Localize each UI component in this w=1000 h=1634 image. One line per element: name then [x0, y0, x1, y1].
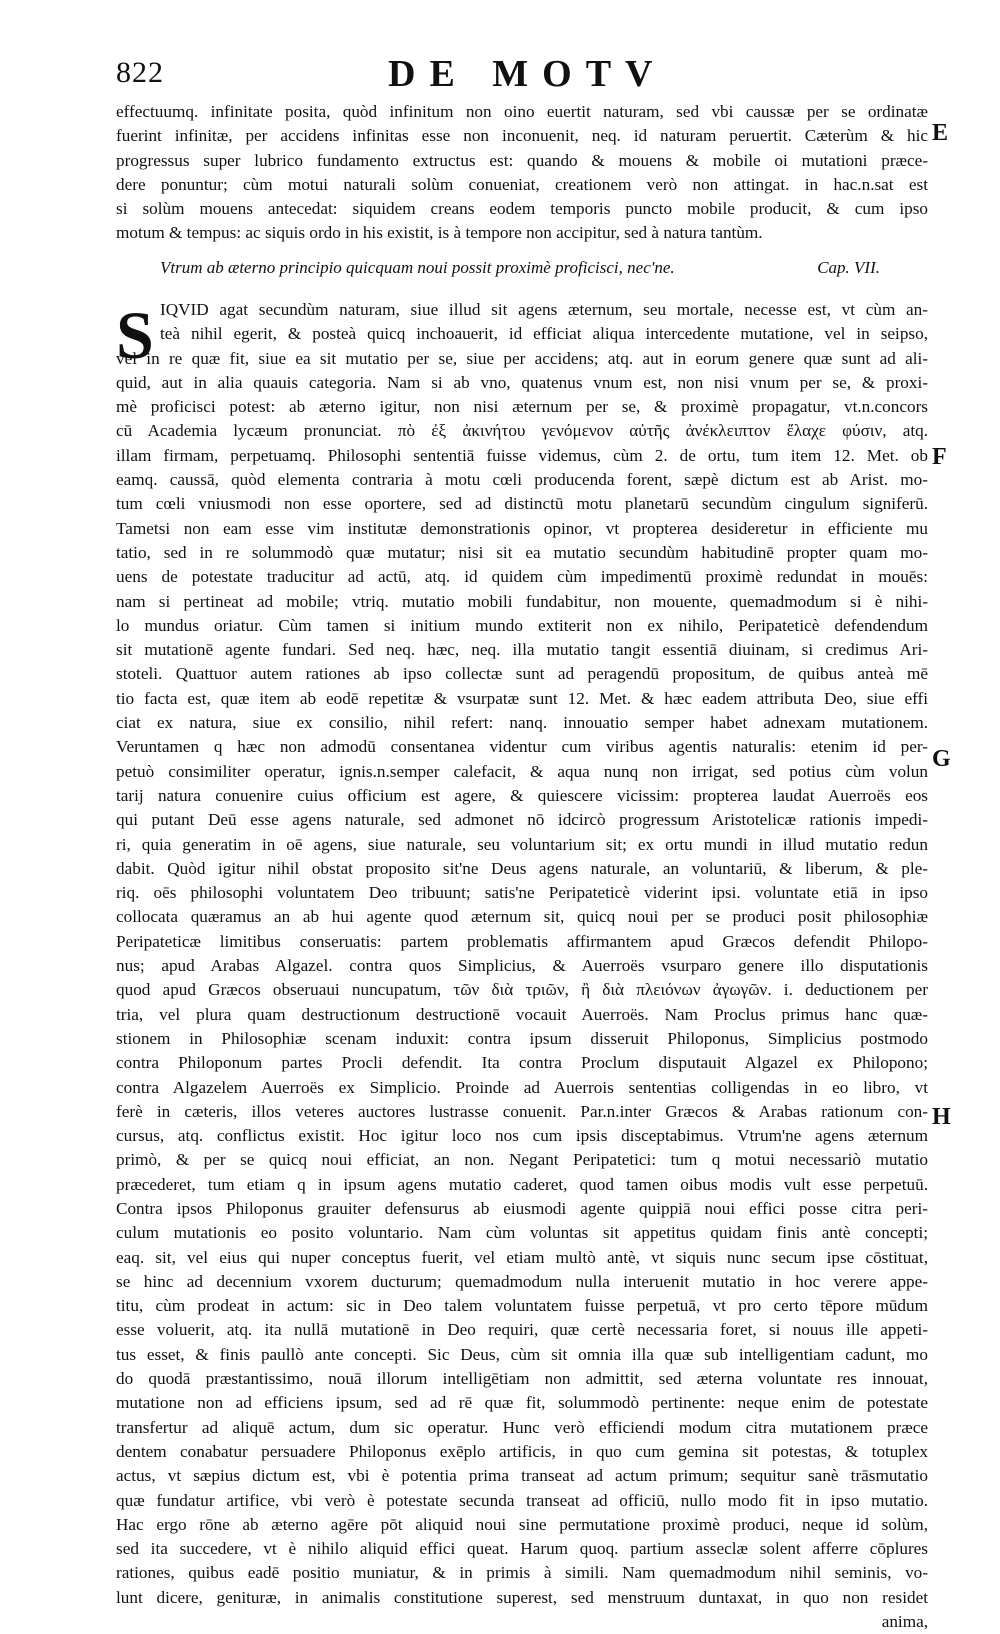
- text-line: tum cœli vniusmodi non esse oportere, sed ad distinctū motu planetarū secundùm cingulum signiferū.: [116, 494, 928, 514]
- chapter-number: Cap. VII.: [817, 258, 880, 277]
- text-line: dabit. Quòd igitur nihil obstat proposito sit'ne Deus agens naturale, an voluntariū, & liberum, & ple-: [116, 858, 928, 878]
- text-line: primò, & per se quicq noui efficiat, an non. Negant Peripatetici: tum q motui necessariò mutatio: [116, 1150, 928, 1170]
- drop-cap: S: [116, 297, 154, 373]
- text-line: petuò consimiliter operatur, ignis.n.semper calefacit, & aqua nunq non irrigat, sed potius cùm volun: [116, 761, 928, 781]
- text-line: ferè in cæteris, illos veteres auctores lustrasse conuenit. Par.n.inter Græcos & Arabas rationum con-: [116, 1101, 928, 1121]
- text-line: collocata quæramus an ab hui agente quod æternum sit, quicq noui per se produci posit philosophiæ: [116, 907, 928, 927]
- text-line: IQVID agat secundùm naturam, siue illud sit agens æternum, seu mortale, necesse est, vt cùm an-: [160, 300, 928, 319]
- text-line: se hinc ad decennium vxorem ducturum; quemadmodum nulla interuenit mutatio in hoc verere appe-: [116, 1271, 928, 1291]
- marginal-letter-h: H: [932, 1104, 951, 1130]
- text-line: progressus super lubrico fundamento extructus est: quando & mouens & mobile oi mutationi præce-: [116, 150, 928, 170]
- text-line: actus, vt sæpius dictum est, vbi è potentia prima transeat ad actum primum; sequitur sanè trāsmutatio: [116, 1466, 928, 1486]
- text-line: præcederet, tum etiam q in ipsum agens mutatio caderet, quod tamen oibus modis vult esse perpetuū.: [116, 1174, 928, 1194]
- text-line: motum & tempus: ac siquis ordo in his existit, is à tempore non accipitur, sed à natura tantùm.: [116, 223, 763, 243]
- text-line: dere ponuntur; cùm motui naturali solùm conueniat, creationem verò non attingat. in hac.n.sat est: [116, 174, 928, 194]
- text-line: cū Academia lycæum pronunciat. πὸ ἐξ ἀκινήτου γενόμενον αὐτῆς ἀνέκλειπτον ἔλαχε φύσιν, atq.: [116, 421, 928, 441]
- text-line: dentem conabatur persuadere Philoponus exēplo artificis, in quo cum gemina sit potestas, & totuplex: [116, 1441, 928, 1461]
- text-block-chapter: [116, 298, 928, 1634]
- marginal-letter-f: F: [932, 444, 947, 470]
- text-line: Veruntamen q hæc non admodū consentanea videntur cum viribus agentis naturalis: etenim id per-: [116, 737, 928, 757]
- text-line: nus; apud Arabas Algazel. contra quos Simplicius, & Auerroës vsurparo genere illo disputationis: [116, 956, 928, 976]
- text-line: lo mundus oriatur. Cùm tamen si initium mundo extiterit non ex nihilo, Peripateticè defendendum: [116, 615, 928, 635]
- text-line: ciat ex natura, siue ex consilio, nihil refert: nanq. innouatio semper habet adnexam mutationem.: [116, 713, 928, 733]
- text-line: fuerint infinitæ, per accidens infinitas esse non inconuenit, neq. id naturam peruertit. Cæterùm & hic: [116, 126, 928, 146]
- text-line: stoteli. Quattuor autem rationes ab ipso collectæ sunt ad peragendū propositum, de quibus anteà mē: [116, 664, 928, 684]
- text-line: contra Philoponum partes Procli defendit. Ita contra Proclum disputauit Algazel ex Philopono;: [116, 1053, 928, 1073]
- text-line: mè proficisci potest: ab æterno igitur, non nisi æternum per se, & proximè propagatur, vt.n.concors: [116, 397, 928, 417]
- chapter-title: Vtrum ab æterno principio quicquam noui possit proximè proficisci, nec'ne.: [160, 258, 675, 277]
- text-line: titu, cùm prodeat in actum: sic in Deo talem voluntatem fuisse perpetuā, vt pro certo tēpore mūdum: [116, 1296, 928, 1316]
- text-line: quid, aut in alia quauis categoria. Nam si ab vno, quatenus vnum est, non nisi vnum per se, & proxi-: [116, 372, 928, 392]
- page-header: [116, 52, 876, 96]
- text-line: Peripateticæ limitibus conseruatis: partem problematis affirmantem apud Græcos defendit Philopo-: [116, 931, 928, 951]
- text-line: tio facta est, quæ item ab eodē repetitæ & vsurpatæ sunt 12. Met. & hæc eadem attributa Deo, siue effi: [116, 688, 928, 708]
- text-line: riq. oēs philosophi voluntatem Deo tribuunt; satis'ne Peripateticè viderint ipsi. voluntate etiā in ipso: [116, 883, 928, 903]
- marginal-letter-e: E: [932, 120, 949, 146]
- running-head: DE MOTV: [388, 53, 667, 95]
- text-line: Contra ipsos Philoponus grauiter defensurus ab eiusmodi agente quippiā noui effici posse citra peri-: [116, 1198, 928, 1218]
- text-line: contra Algazelem Auerroës ex Simplicio. Proinde ad Auerrois sententias colligendas in eo libro, vt: [116, 1077, 928, 1097]
- text-line: vel in re quæ fit, siue ea sit mutatio per se, siue per accidens; atq. aut in eorum genere quæ sunt ad ali-: [116, 348, 928, 368]
- text-line: Tametsi non eam esse vim institutæ demonstrationis opinor, vt propterea desideretur in efficiente mu: [116, 518, 928, 538]
- text-line: ri, quia generatim in oē agens, siue naturale, seu voluntarium sit; ex ortu mundi in illud mutatio redun: [116, 834, 928, 854]
- text-line: stionem in Philosophiæ scenam induxit: contra ipsum disseruit Philoponus, Simplicius postmodo: [116, 1028, 928, 1048]
- text-line: cursus, atq. conflictus existit. Hoc igitur loco nos cum ipsis disceptabimus. Vtrum'ne agens æternum: [116, 1126, 928, 1146]
- text-line: culum mutationis eo posito voluntario. Nam cùm voluntas sit appetitus quidam finis antè concepti;: [116, 1223, 928, 1243]
- text-line: nam si pertineat ad mobile; vtriq. mutatio mobili fundabitur, non mouente, quemadmodum si è nihi-: [116, 591, 928, 611]
- text-line: uens de potestate traducitur ad actū, atq. id quidem cùm impedimentū proximè redundat in mouēs:: [116, 567, 928, 587]
- page-number: 822: [116, 56, 164, 89]
- text-line: effectuumq. infinitate posita, quòd infinitum non oino euertit naturam, sed vbi caussæ per se ordinatæ: [116, 102, 928, 121]
- catchword: anima,: [881, 1612, 928, 1632]
- text-line: transfertur ad aliquē actum, dum sic operatur. Hunc verò efficiendi modum citra mutationem præce: [116, 1417, 928, 1437]
- text-line: illam firmam, perpetuamq. Philosophi sententiā fuisse videmus, cùm 2. de ortu, tum item 12. Met. ob: [116, 445, 928, 465]
- text-block-continuation: [116, 100, 928, 246]
- text-line: sit mutationē agente fundari. Sed neq. hæc, neq. illa mutatio tangit essentiā diuinam, si credimus Ari-: [116, 640, 928, 660]
- marginal-letter-g: G: [932, 746, 951, 772]
- text-line: esse voluerit, atq. ita nullā mutationē in Deo requiri, quæ certè necessaria foret, si nouus ille appeti-: [116, 1320, 928, 1340]
- text-line: tarij natura conuenire cuius officium est agere, & quiescere vicissim: propterea laudat Auerroës eos: [116, 785, 928, 805]
- chapter-heading: [160, 258, 880, 284]
- text-line: teà nihil egerit, & posteà quicq inchoauerit, id efficiat aliqua intercedente mutatione, vel in seipso,: [160, 324, 928, 344]
- text-line: sed ita succedere, vt è nihilo aliquid effici queat. Harum quoq. partium asseclæ solent afferre cōplures: [116, 1539, 928, 1559]
- text-line: qui putant Deū esse agens naturale, sed admonet nō idcircò progressum Aristotelicæ rationis impedi-: [116, 810, 928, 830]
- text-line: rationes, quibus eadē positio muniatur, & in primis à simili. Nam quemadmodum nihil seminis, vo-: [116, 1563, 928, 1583]
- text-line: lunt dicere, genituræ, in animalis constitutione superest, sed menstruum duntaxat, in quo non residet: [116, 1587, 928, 1607]
- text-line: do quodā præstantissimo, nouā illorum intelligētiam non admittit, sed æterna voluntate res innouat,: [116, 1369, 928, 1389]
- text-line: eamq. caussā, quòd elementa contraria à motu cœli producenda forent, sæpè dictum est ab Arist. mo-: [116, 470, 928, 490]
- text-line: eaq. sit, vel eius qui nuper conceptus fuerit, vel etiam multò antè, vt siquis nunc secum ipse cōstituat,: [116, 1247, 928, 1267]
- text-line: tatio, sed in re solummodò quæ mutatur; nisi sit ea mutatio secundùm habitudinē propter quam mo-: [116, 542, 928, 562]
- text-line: quæ fundatur artifice, vbi verò è potestate secunda transeat ad officiū, nullo modo fit in ipso mutatio.: [116, 1490, 928, 1510]
- text-line: Hac ergo rōne ab æterno agēre pōt aliquid noui sine permutatione proximè produci, neque id solùm,: [116, 1514, 928, 1534]
- text-line: tus esset, & finis paullò ante concepti. Sic Deus, cùm sit omnia illa quæ sub intelligentiam cadunt, mo: [116, 1344, 928, 1364]
- text-line: si solùm mouens antecedat: siquidem creans eodem temporis puncto mobile producit, & cum ipso: [116, 199, 928, 219]
- text-line: mutatione non ad efficiens ipsum, sed ad rē quæ fit, solummodò pertinente: neque enim de potestate: [116, 1393, 928, 1413]
- text-line: quod apud Græcos obseruaui nuncupatum, τῶν διὰ τριῶν, ἢ διὰ πλειόνων ἀγωγῶν. i. deductionem per: [116, 980, 928, 1000]
- text-line: tria, vel plura quam destructionum destructionē vocauit Auerroës. Nam Proclus primus hanc quæ-: [116, 1004, 928, 1024]
